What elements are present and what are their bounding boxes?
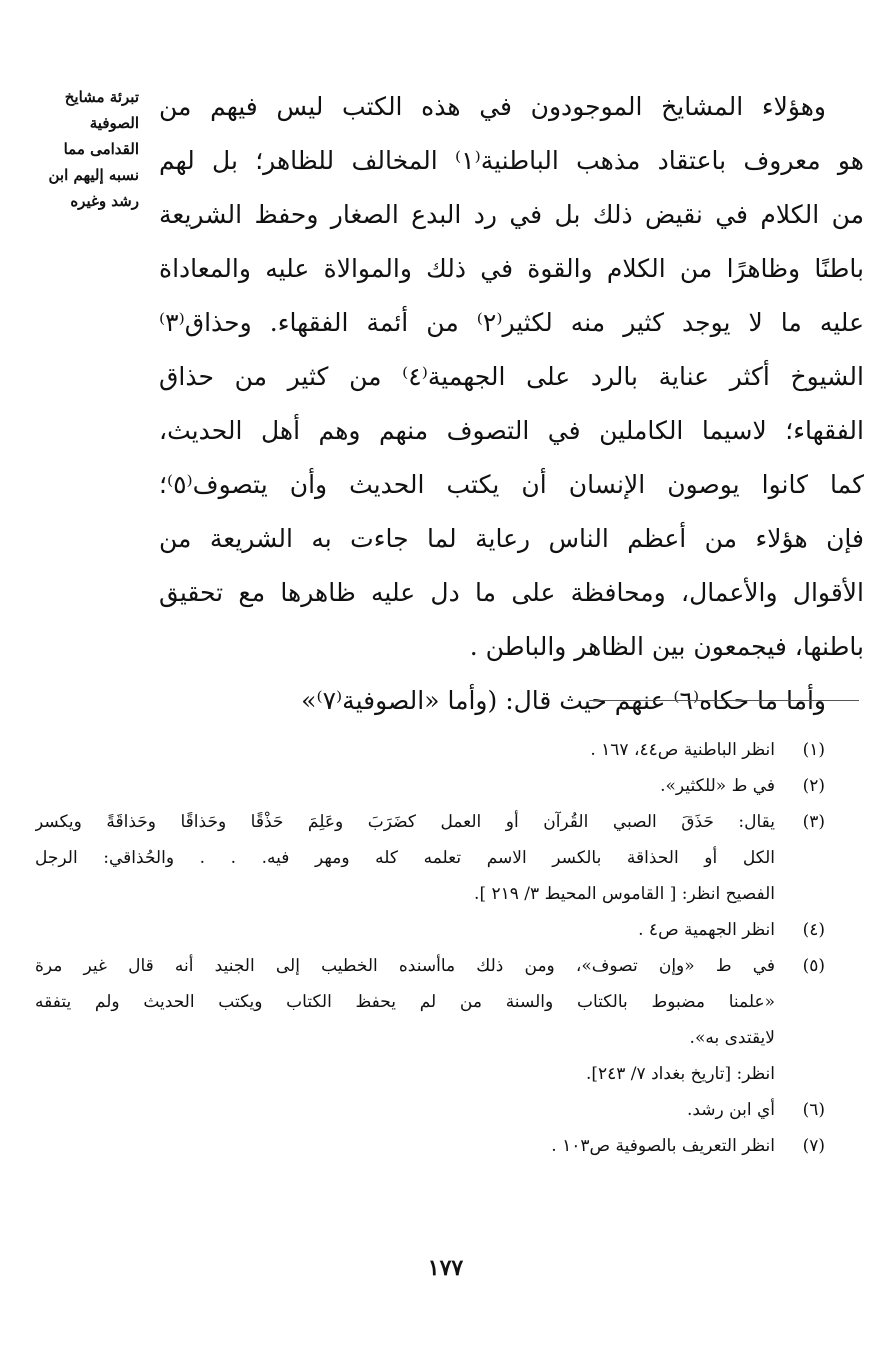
footnote-text: انظر الجهمية ص٤ .: [638, 920, 775, 940]
footnote-number: (٤): [802, 920, 825, 940]
text-line: وأما ما حكاه⁽٦⁾ عنهم حيث قال: (وأما «الصوفية⁽٧⁾»: [301, 686, 826, 715]
footnote-text: أي ابن رشد.: [686, 1100, 775, 1120]
footnote-divider: [589, 700, 859, 701]
footnote-text: في ط «للكثير».: [660, 776, 775, 796]
margin-note-line: القدامى مما: [63, 140, 139, 158]
text-line: من الكلام في نقيض ذلك بل في رد البدع الصغار وحفظ الشريعة: [159, 200, 864, 229]
footnote-text: «علمنا مضبوط بالكتاب والسنة من لم يحفظ الكتاب ويكتب الحديث ولم يتفقه: [35, 992, 775, 1012]
footnote-number: (١): [802, 740, 825, 760]
footnote: [35, 1092, 825, 1128]
margin-note: [39, 84, 139, 214]
margin-note-line: نسبه إليهم ابن: [48, 166, 139, 184]
footnote-text: يقال: حَذَقَ الصبي القُرآن أو العمل كضَرَبَ وعَلِمَ حَذْقًا وحَذاقًا وحَذاقَةً ويكسر: [35, 812, 775, 832]
margin-note-line: تبرئة مشايخ: [64, 88, 139, 106]
footnote-number: (٧): [802, 1136, 825, 1156]
text-line: وهؤلاء المشايخ الموجودون في هذه الكتب ليس فيهم من: [159, 92, 826, 121]
footnote-number: (٥): [802, 956, 825, 976]
footnote-text: انظر التعريف بالصوفية ص١٠٣ .: [551, 1136, 775, 1156]
footnote-text: لايقتدى به».: [689, 1028, 775, 1048]
footnote: [35, 948, 825, 1092]
footnote-text: انظر الباطنية ص٤٤، ١٦٧ .: [590, 740, 775, 760]
text-line: فإن هؤلاء من أعظم الناس رعاية لما جاءت به الشريعة من: [159, 524, 864, 553]
page-number: ١٧٧: [427, 1255, 464, 1281]
text-line: باطنًا وظاهرًا من الكلام والقوة في ذلك والموالاة عليه والمعاداة: [159, 254, 864, 283]
footnote-text: انظر: [تاريخ بغداد ٧/ ٢٤٣].: [585, 1064, 775, 1084]
footnote: [35, 804, 825, 912]
footnote-text: الفصيح انظر: [ القاموس المحيط ٣/ ٢١٩ ].: [474, 884, 775, 904]
footnote: [35, 1128, 825, 1164]
text-line: كما كانوا يوصون الإنسان أن يكتب الحديث وأن يتصوف⁽٥⁾؛: [159, 470, 864, 499]
footnotes: [35, 732, 825, 1164]
footnote: [35, 912, 825, 948]
margin-note-line: الصوفية: [89, 114, 139, 132]
footnote-number: (٦): [802, 1100, 825, 1120]
footnote-number: (٣): [802, 812, 825, 832]
footnote-number: (٢): [802, 776, 825, 796]
main-text: [159, 80, 864, 728]
footnote-text: في ط «وإن تصوف»، ومن ذلك ماأسنده الخطيب إلى الجنيد أنه قال غير مرة: [35, 956, 775, 976]
margin-note-line: رشد وغيره: [70, 192, 139, 210]
footnote: [35, 732, 825, 768]
text-line: عليه ما لا يوجد كثير منه لكثير⁽٢⁾ من أئمة الفقهاء. وحذاق⁽٣⁾: [159, 308, 864, 337]
text-line: باطنها، فيجمعون بين الظاهر والباطن .: [469, 632, 864, 661]
footnote: [35, 768, 825, 804]
text-line: الفقهاء؛ لاسيما الكاملين في التصوف منهم وهم أهل الحديث،: [159, 416, 864, 445]
text-line: الأقوال والأعمال، ومحافظة على ما دل عليه ظاهرها مع تحقيق: [159, 578, 864, 607]
text-line: الشيوخ أكثر عناية بالرد على الجهمية⁽٤⁾ من كثير من حذاق: [159, 362, 864, 391]
text-line: هو معروف باعتقاد مذهب الباطنية⁽١⁾ المخالف للظاهر؛ بل لهم: [159, 146, 864, 175]
footnote-text: الكل أو الحذاقة بالكسر الاسم تعلمه كله ومهر فيه. . . والحُذاقي: الرجل: [35, 848, 775, 868]
